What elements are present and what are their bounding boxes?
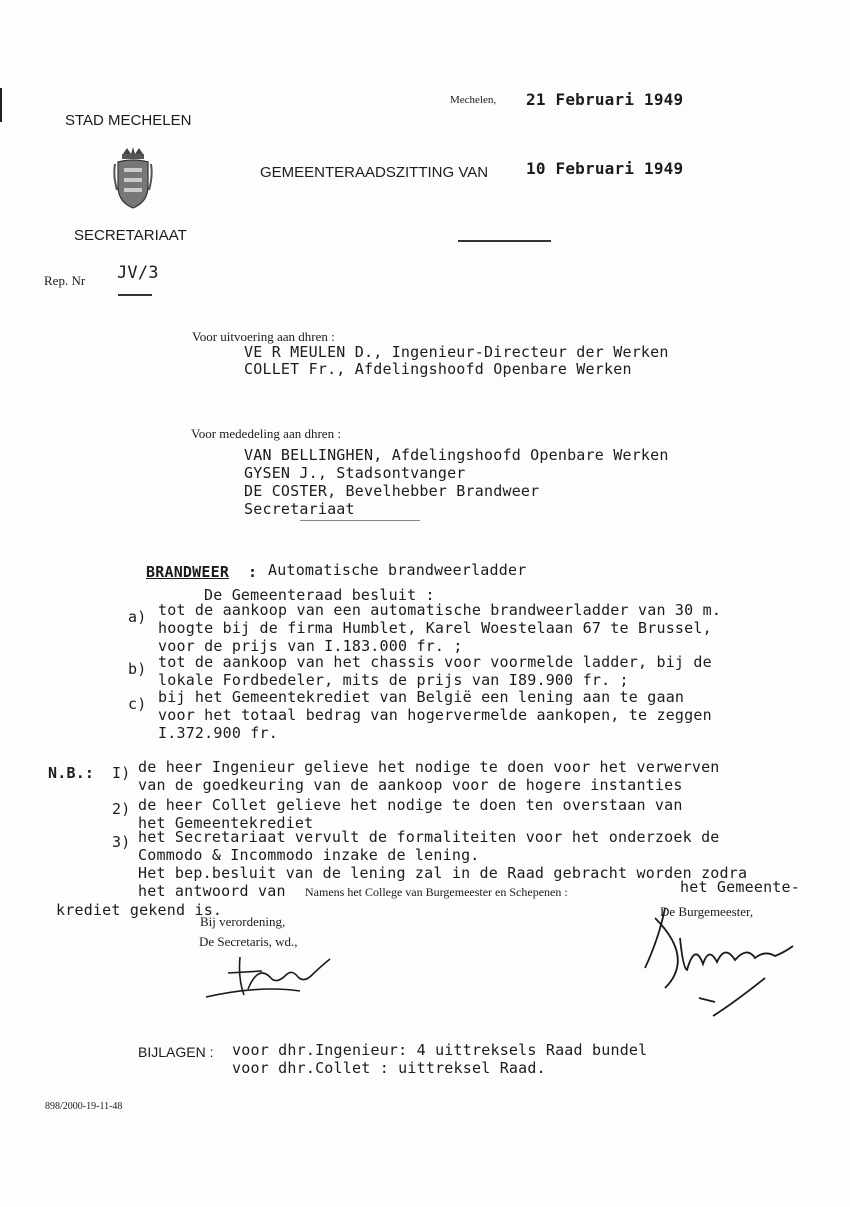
execution-label: Voor uitvoering aan dhren :: [192, 329, 335, 344]
place-date-prefix: Mechelen,: [450, 94, 497, 106]
decision-line: hoogte bij de firma Humblet, Karel Woestelaan 67 te Brussel,: [158, 619, 712, 637]
form-code: 898/2000-19-11-48: [45, 1101, 123, 1112]
notification-recipient: GYSEN J., Stadsontvanger: [244, 464, 466, 482]
note-last-line: krediet gekend is.: [56, 901, 223, 919]
decision-line: voor het totaal bedrag van hogervermelde aankopen, te zeggen: [158, 706, 712, 724]
note-line: de heer Collet gelieve het nodige te doen ten overstaan van: [138, 796, 683, 814]
notification-recipient: Secretariaat: [244, 500, 355, 518]
organization-name: STAD MECHELEN: [65, 112, 192, 129]
mayor-title: De Burgemeester,: [660, 904, 754, 919]
secretary-signature-icon: [200, 945, 350, 1005]
notification-rule: [300, 520, 420, 521]
execution-recipient: VE R MEULEN D., Ingenieur-Directeur der Werken: [244, 343, 669, 361]
attachment-line: voor dhr.Collet : uittreksel Raad.: [232, 1059, 546, 1077]
attachment-line: voor dhr.Ingenieur: 4 uittreksels Raad bundel: [232, 1041, 648, 1059]
department-name: SECRETARIAAT: [74, 227, 187, 244]
note-line: Het bep.besluit van de lening zal in de Raad gebracht worden zodra: [138, 864, 748, 882]
note-line: het Secretariaat vervult de formaliteiten voor het onderzoek de: [138, 828, 720, 846]
execution-recipient: COLLET Fr., Afdelingshoofd Openbare Werken: [244, 360, 632, 378]
mayor-signature-icon: [625, 898, 800, 1023]
secretary-title: De Secretaris, wd.,: [199, 934, 298, 949]
note-line: het Gemeentekrediet: [138, 814, 314, 832]
subject-heading: BRANDWEER: [146, 563, 230, 581]
decision-marker-c: c): [128, 695, 147, 713]
note-marker-2: 2): [112, 800, 131, 818]
decision-line: voor de prijs van I.183.000 fr. ;: [158, 637, 463, 655]
rep-number: JV/3: [117, 263, 159, 283]
subject-title: Automatische brandweerladder: [268, 561, 527, 579]
note-marker-3: 3): [112, 833, 131, 851]
note-line: de heer Ingenieur gelieve het nodige te doen voor het verwerven: [138, 758, 720, 776]
by-order-label: Bij verordening,: [200, 914, 286, 929]
page-edge-mark: [0, 88, 2, 122]
note-line: Commodo & Incommodo inzake de lening.: [138, 846, 480, 864]
notification-recipient: DE COSTER, Bevelhebber Brandweer: [244, 482, 540, 500]
decision-marker-a: a): [128, 608, 147, 626]
letter-date: 21 Februari 1949: [526, 90, 684, 109]
note-line-after: het Gemeente-: [680, 878, 800, 896]
decision-marker-b: b): [128, 660, 147, 678]
subject-separator: :: [248, 563, 258, 581]
notification-label: Voor mededeling aan dhren :: [191, 426, 341, 441]
decision-line: tot de aankoop van het chassis voor voormelde ladder, bij de: [158, 653, 712, 671]
note-line: van de goedkeuring van de aankoop voor de hogere instanties: [138, 776, 683, 794]
decision-line: I.372.900 fr.: [158, 724, 278, 742]
college-signature-line: Namens het College van Burgemeester en Schepenen :: [305, 885, 568, 899]
city-crest-icon: [113, 146, 153, 210]
note-line-before: het antwoord van: [138, 882, 286, 900]
session-label: GEMEENTERAADSZITTING VAN: [260, 164, 489, 181]
attachments-label: BIJLAGEN :: [138, 1044, 214, 1060]
note-marker-1: I): [112, 764, 131, 782]
rep-rule: [118, 294, 152, 296]
decision-intro: De Gemeenteraad besluit :: [204, 586, 435, 604]
decision-line: lokale Fordbedeler, mits de prijs van I89.900 fr. ;: [158, 671, 629, 689]
session-date: 10 Februari 1949: [526, 159, 684, 178]
session-rule: [458, 240, 551, 242]
notes-label: N.B.:: [48, 764, 95, 782]
decision-line: bij het Gemeentekrediet van België een lening aan te gaan: [158, 688, 685, 706]
decision-line: tot de aankoop van een automatische brandweerladder van 30 m.: [158, 601, 722, 619]
rep-label: Rep. Nr: [44, 273, 86, 288]
notification-recipient: VAN BELLINGHEN, Afdelingshoofd Openbare Werken: [244, 446, 669, 464]
